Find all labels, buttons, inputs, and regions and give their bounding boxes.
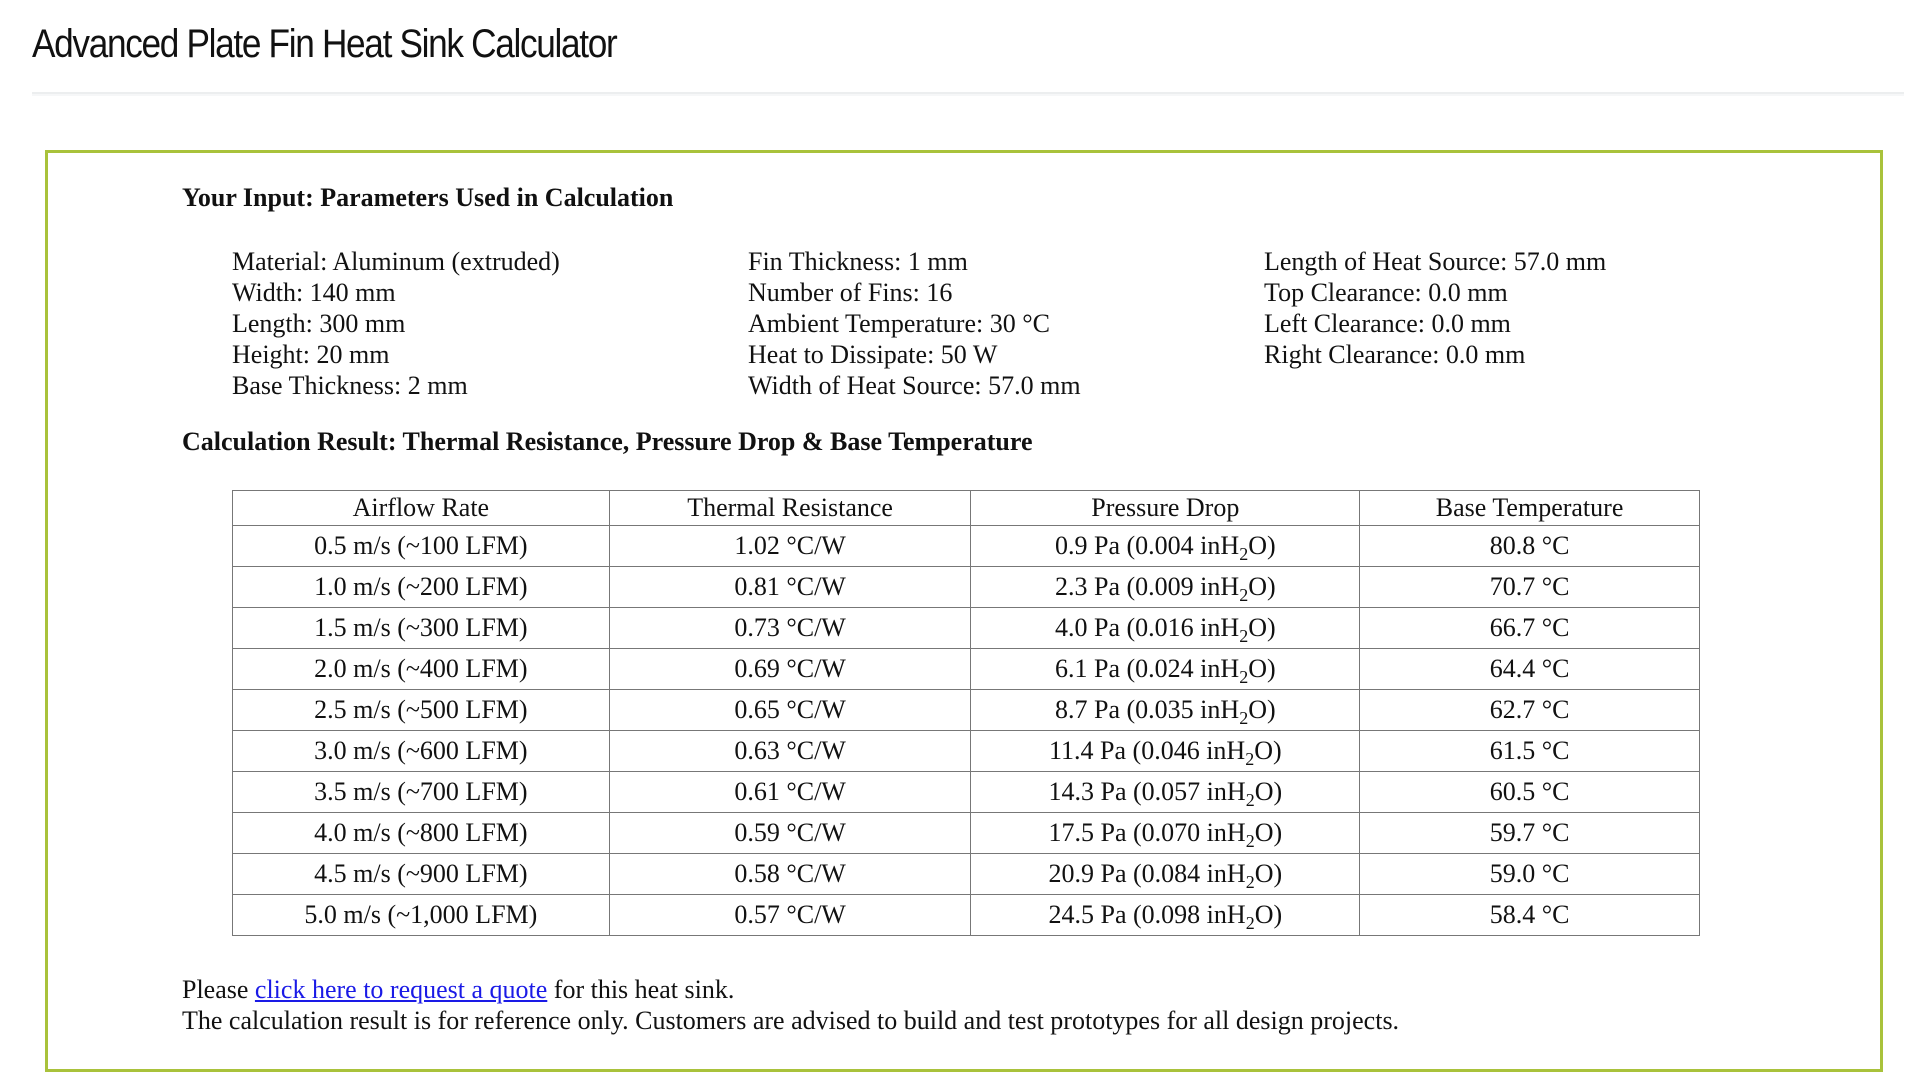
pressure-drop-subscript: 2: [1245, 790, 1255, 811]
airflow-rate-cell: 3.0 m/s (~600 LFM): [233, 731, 610, 772]
pressure-drop-subscript: 2: [1239, 667, 1249, 688]
footer: [182, 974, 1399, 1036]
column-header-thermal-resistance: Thermal Resistance: [609, 491, 971, 526]
param-left-clearance: Left Clearance: 0.0 mm: [1264, 309, 1511, 338]
thermal-resistance-cell: 0.58 °C/W: [609, 854, 971, 895]
pressure-drop-value: 11.4 Pa (0.046 inH: [1049, 736, 1246, 765]
base-temperature-cell: 60.5 °C: [1360, 772, 1700, 813]
table-row: [233, 690, 1700, 731]
base-temperature-cell: 64.4 °C: [1360, 649, 1700, 690]
quote-suffix: for this heat sink.: [547, 975, 735, 1004]
input-parameters-heading: Your Input: Parameters Used in Calculation: [182, 183, 674, 212]
airflow-rate-cell: 5.0 m/s (~1,000 LFM): [233, 895, 610, 936]
pressure-drop-cell: [971, 690, 1360, 731]
airflow-rate-cell: 2.0 m/s (~400 LFM): [233, 649, 610, 690]
param-height: Height: 20 mm: [232, 340, 390, 369]
base-temperature-cell: 59.0 °C: [1360, 854, 1700, 895]
pressure-drop-cell: [971, 731, 1360, 772]
pressure-drop-cell: [971, 649, 1360, 690]
param-fin-thickness: Fin Thickness: 1 mm: [748, 247, 968, 276]
pressure-drop-suffix: O): [1248, 531, 1276, 560]
input-parameters-column-1: [232, 246, 560, 401]
airflow-rate-cell: 0.5 m/s (~100 LFM): [233, 526, 610, 567]
disclaimer-text: The calculation result is for reference only. Customers are advised to build and test prototypes for all design projects.: [182, 1006, 1400, 1035]
thermal-resistance-cell: 0.63 °C/W: [609, 731, 971, 772]
pressure-drop-cell: [971, 608, 1360, 649]
pressure-drop-suffix: O): [1248, 572, 1276, 601]
base-temperature-cell: 59.7 °C: [1360, 813, 1700, 854]
pressure-drop-subscript: 2: [1245, 872, 1255, 893]
thermal-resistance-cell: 0.57 °C/W: [609, 895, 971, 936]
base-temperature-cell: 66.7 °C: [1360, 608, 1700, 649]
input-parameters-column-2: [748, 246, 1081, 401]
pressure-drop-value: 14.3 Pa (0.057 inH: [1048, 777, 1246, 806]
thermal-resistance-cell: 1.02 °C/W: [609, 526, 971, 567]
pressure-drop-cell: [971, 567, 1360, 608]
pressure-drop-suffix: O): [1248, 695, 1276, 724]
pressure-drop-subscript: 2: [1239, 585, 1249, 606]
base-temperature-cell: 62.7 °C: [1360, 690, 1700, 731]
pressure-drop-suffix: O): [1248, 613, 1276, 642]
pressure-drop-subscript: 2: [1239, 544, 1249, 565]
pressure-drop-subscript: 2: [1245, 913, 1255, 934]
pressure-drop-suffix: O): [1254, 736, 1282, 765]
pressure-drop-suffix: O): [1254, 818, 1283, 847]
input-parameters-column-3: [1264, 246, 1606, 370]
pressure-drop-suffix: O): [1248, 654, 1276, 683]
table-row: [233, 526, 1700, 567]
pressure-drop-cell: [971, 813, 1360, 854]
airflow-rate-cell: 4.0 m/s (~800 LFM): [233, 813, 610, 854]
pressure-drop-value: 17.5 Pa (0.070 inH: [1048, 818, 1246, 847]
airflow-rate-cell: 1.5 m/s (~300 LFM): [233, 608, 610, 649]
page-title: Advanced Plate Fin Heat Sink Calculator: [32, 22, 617, 66]
table-row: [233, 567, 1700, 608]
param-length: Length: 300 mm: [232, 309, 406, 338]
airflow-rate-cell: 3.5 m/s (~700 LFM): [233, 772, 610, 813]
thermal-resistance-cell: 0.61 °C/W: [609, 772, 971, 813]
param-ambient-temperature: Ambient Temperature: 30 °C: [748, 309, 1050, 338]
column-header-pressure-drop: Pressure Drop: [971, 491, 1360, 526]
results-table-header-row: [233, 491, 1700, 526]
thermal-resistance-cell: 0.65 °C/W: [609, 690, 971, 731]
param-heat-source-width: Width of Heat Source: 57.0 mm: [748, 371, 1081, 400]
quote-prefix: Please: [182, 975, 255, 1004]
column-header-airflow-rate: Airflow Rate: [233, 491, 610, 526]
pressure-drop-suffix: O): [1254, 859, 1283, 888]
table-row: [233, 608, 1700, 649]
base-temperature-cell: 80.8 °C: [1360, 526, 1700, 567]
pressure-drop-cell: [971, 895, 1360, 936]
pressure-drop-suffix: O): [1254, 900, 1283, 929]
thermal-resistance-cell: 0.81 °C/W: [609, 567, 971, 608]
airflow-rate-cell: 1.0 m/s (~200 LFM): [233, 567, 610, 608]
pressure-drop-subscript: 2: [1245, 749, 1255, 770]
quote-line: [182, 974, 1399, 1005]
param-heat-source-length: Length of Heat Source: 57.0 mm: [1264, 247, 1607, 276]
pressure-drop-cell: [971, 854, 1360, 895]
table-row: [233, 649, 1700, 690]
airflow-rate-cell: 4.5 m/s (~900 LFM): [233, 854, 610, 895]
table-row: [233, 731, 1700, 772]
column-header-base-temperature: Base Temperature: [1360, 491, 1700, 526]
param-top-clearance: Top Clearance: 0.0 mm: [1264, 278, 1508, 307]
param-width: Width: 140 mm: [232, 278, 396, 307]
thermal-resistance-cell: 0.59 °C/W: [609, 813, 971, 854]
airflow-rate-cell: 2.5 m/s (~500 LFM): [233, 690, 610, 731]
thermal-resistance-cell: 0.69 °C/W: [609, 649, 971, 690]
request-quote-link[interactable]: click here to request a quote: [254, 975, 548, 1004]
param-material: Material: Aluminum (extruded): [232, 247, 560, 276]
pressure-drop-subscript: 2: [1245, 831, 1255, 852]
base-temperature-cell: 61.5 °C: [1360, 731, 1700, 772]
pressure-drop-value: 0.9 Pa (0.004 inH: [1055, 531, 1240, 560]
table-row: [233, 895, 1700, 936]
pressure-drop-value: 2.3 Pa (0.009 inH: [1055, 572, 1240, 601]
pressure-drop-value: 6.1 Pa (0.024 inH: [1055, 654, 1240, 683]
title-divider: [32, 92, 1904, 96]
table-row: [233, 813, 1700, 854]
base-temperature-cell: 58.4 °C: [1360, 895, 1700, 936]
param-base-thickness: Base Thickness: 2 mm: [232, 371, 468, 400]
pressure-drop-cell: [971, 772, 1360, 813]
pressure-drop-value: 8.7 Pa (0.035 inH: [1055, 695, 1240, 724]
table-row: [233, 772, 1700, 813]
pressure-drop-subscript: 2: [1239, 708, 1249, 729]
param-heat-to-dissipate: Heat to Dissipate: 50 W: [748, 340, 998, 369]
pressure-drop-value: 4.0 Pa (0.016 inH: [1055, 613, 1240, 642]
param-right-clearance: Right Clearance: 0.0 mm: [1264, 340, 1526, 369]
results-table: [232, 490, 1700, 936]
pressure-drop-suffix: O): [1254, 777, 1283, 806]
calculation-result-heading: Calculation Result: Thermal Resistance, Pressure Drop & Base Temperature: [182, 427, 1033, 456]
thermal-resistance-cell: 0.73 °C/W: [609, 608, 971, 649]
base-temperature-cell: 70.7 °C: [1360, 567, 1700, 608]
pressure-drop-cell: [971, 526, 1360, 567]
pressure-drop-value: 24.5 Pa (0.098 inH: [1048, 900, 1246, 929]
pressure-drop-value: 20.9 Pa (0.084 inH: [1048, 859, 1246, 888]
results-table-body: [233, 526, 1700, 936]
table-row: [233, 854, 1700, 895]
param-number-of-fins: Number of Fins: 16: [748, 278, 953, 307]
pressure-drop-subscript: 2: [1239, 626, 1249, 647]
